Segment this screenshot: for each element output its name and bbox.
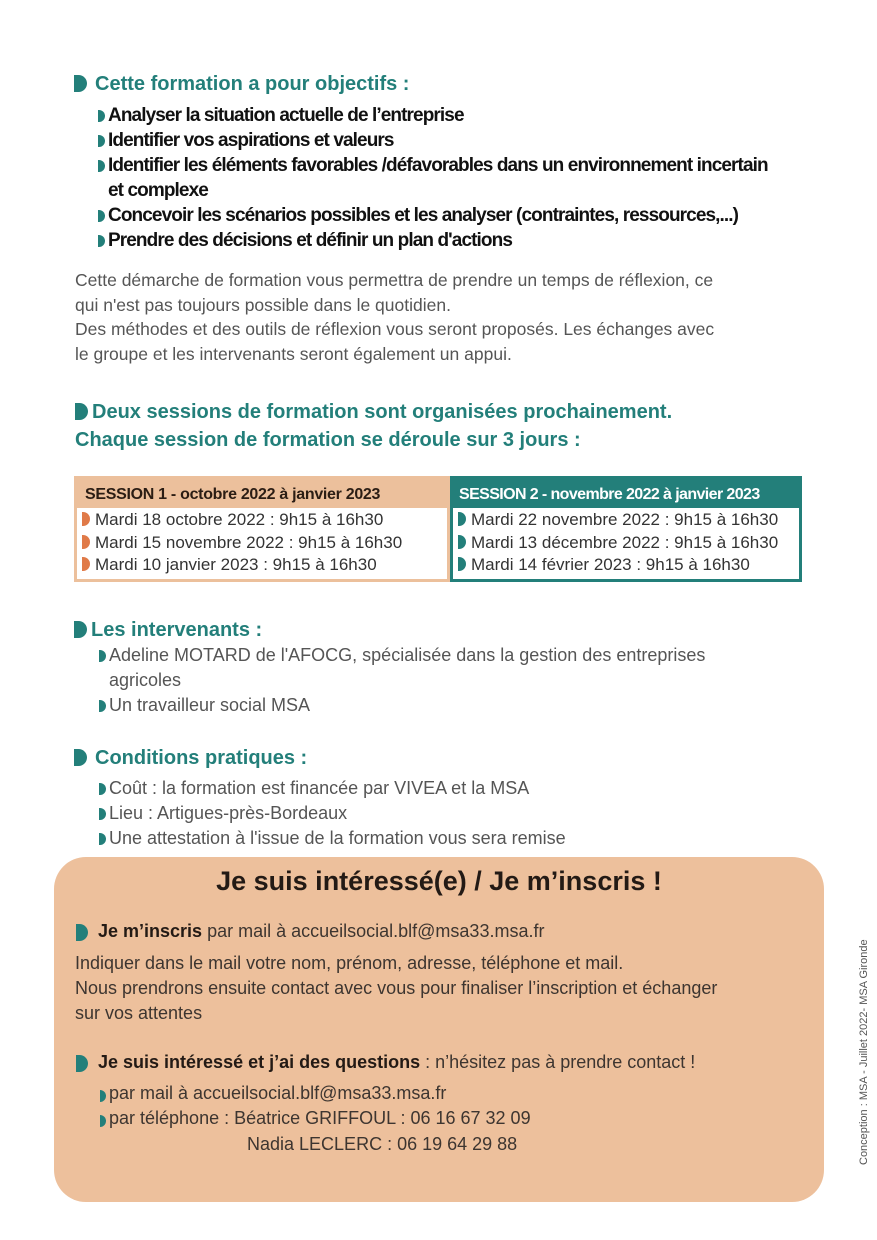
objective-text: Identifier les éléments favorables /défavorables dans un environnement incertain — [108, 155, 768, 176]
sessions-heading-line: Chaque session de formation se déroule sur 3 jours : — [75, 429, 581, 451]
contact-mail — [100, 1081, 446, 1106]
register-details — [75, 951, 717, 1026]
bullet-icon — [99, 783, 106, 795]
speaker-text: agricoles — [109, 670, 182, 690]
objective-text: Prendre des décisions et définir un plan d'actions — [108, 230, 513, 251]
intro-line: qui n'est pas toujours possible dans le quotidien. — [75, 294, 451, 315]
objectives-list — [98, 103, 768, 253]
bullet-icon — [98, 235, 105, 247]
session-2-title: SESSION 2 - novembre 2022 à janvier 2023 — [453, 479, 799, 508]
register-line — [76, 919, 544, 944]
questions-line — [76, 1050, 695, 1075]
speaker-text: Adeline MOTARD de l'AFOCG, spécialisée dans la gestion des entreprises — [109, 645, 706, 665]
list-item — [99, 776, 566, 801]
session-date-row — [82, 509, 447, 532]
speakers-title: Les intervenants : — [91, 619, 263, 641]
session-date: Mardi 15 novembre 2022 : 9h15 à 16h30 — [95, 532, 403, 552]
session-date: Mardi 13 décembre 2022 : 9h15 à 16h30 — [471, 532, 779, 552]
section-bullet-icon — [75, 403, 88, 420]
section-bullet-icon — [74, 749, 87, 766]
list-item — [99, 643, 705, 668]
signup-title: Je suis intéressé(e) / Je m’inscris ! — [216, 866, 662, 896]
bullet-icon — [99, 650, 106, 662]
session-date: Mardi 14 février 2023 : 9h15 à 16h30 — [471, 555, 750, 574]
section-bullet-icon — [76, 1055, 88, 1072]
bullet-icon — [98, 110, 105, 122]
conditions-title: Conditions pratiques : — [95, 747, 308, 769]
questions-text: : n’hésitez pas à prendre contact ! — [420, 1052, 696, 1072]
intro-line: le groupe et les intervenants seront également un appui. — [75, 343, 512, 364]
sessions-heading — [75, 398, 672, 454]
contact-phone — [100, 1106, 531, 1131]
section-bullet-icon — [74, 621, 87, 638]
section-bullet-icon — [76, 924, 88, 941]
session-date: Mardi 22 novembre 2022 : 9h15 à 16h30 — [471, 510, 779, 529]
bullet-icon — [98, 160, 105, 172]
register-detail-line: Indiquer dans le mail votre nom, prénom, adresse, téléphone et mail. — [75, 953, 624, 973]
bullet-icon — [100, 1090, 106, 1102]
intro-line: Cette démarche de formation vous permettra de prendre un temps de réflexion, ce — [75, 270, 714, 290]
condition-text: Une attestation à l'issue de la formation vous sera remise — [109, 828, 566, 848]
intro-paragraph — [75, 268, 714, 366]
bullet-icon — [82, 512, 90, 526]
contact-mail-text[interactable]: par mail à accueilsocial.blf@msa33.msa.fr — [109, 1083, 447, 1103]
objectives-title: Cette formation a pour objectifs : — [95, 73, 410, 95]
register-bold: Je m’inscris — [98, 921, 203, 941]
objective-text: et complexe — [108, 180, 208, 201]
condition-text: Coût : la formation est financée par VIVEA et la MSA — [109, 778, 530, 798]
conditions-list — [99, 776, 566, 851]
bullet-icon — [82, 535, 90, 549]
objective-text: Analyser la situation actuelle de l’entreprise — [108, 105, 464, 126]
bullet-icon — [99, 833, 106, 845]
speakers-heading — [74, 618, 262, 642]
bullet-icon — [458, 512, 466, 526]
list-item — [98, 203, 768, 228]
speaker-text: Un travailleur social MSA — [109, 695, 311, 715]
section-bullet-icon — [74, 75, 87, 92]
session-date: Mardi 10 janvier 2023 : 9h15 à 16h30 — [95, 555, 377, 574]
list-item — [98, 128, 768, 153]
list-item — [98, 153, 768, 178]
session-date-row — [82, 554, 447, 577]
session-date-row — [458, 509, 799, 532]
session-date-row — [458, 554, 799, 577]
bullet-icon — [98, 210, 105, 222]
session-date-row — [82, 532, 447, 555]
sessions-heading-line: Deux sessions de formation sont organisées prochainement. — [92, 401, 673, 423]
list-item — [98, 228, 768, 253]
list-item — [98, 103, 768, 128]
session-1-card — [74, 476, 450, 582]
bullet-icon — [458, 535, 466, 549]
objective-text: Identifier vos aspirations et valeurs — [108, 130, 394, 151]
list-item — [99, 826, 566, 851]
objective-text: Concevoir les scénarios possibles et les analyser (contraintes, ressources,...) — [108, 205, 739, 226]
list-item — [99, 693, 705, 718]
list-item-continuation — [98, 178, 768, 203]
credit-text: Conception : MSA - Juillet 2022- MSA Gironde — [858, 939, 870, 1165]
conditions-heading — [74, 746, 307, 770]
bullet-icon — [99, 700, 106, 712]
list-item — [99, 801, 566, 826]
objectives-heading — [74, 72, 409, 96]
register-email-text[interactable]: par mail à accueilsocial.blf@msa33.msa.fr — [202, 921, 545, 941]
intro-line: Des méthodes et des outils de réflexion vous seront proposés. Les échanges avec — [75, 319, 715, 339]
bullet-icon — [82, 557, 90, 571]
questions-bold: Je suis intéressé et j’ai des questions — [98, 1052, 421, 1072]
register-detail-line: sur vos attentes — [75, 1003, 203, 1023]
contact-phone-text: par téléphone : Béatrice GRIFFOUL : 06 16 67 32 09 — [109, 1108, 531, 1128]
bullet-icon — [99, 808, 106, 820]
list-item-continuation — [99, 668, 705, 693]
session-date: Mardi 18 octobre 2022 : 9h15 à 16h30 — [95, 510, 384, 529]
bullet-icon — [458, 557, 466, 571]
register-detail-line: Nous prendrons ensuite contact avec vous pour finaliser l’inscription et échanger — [75, 978, 718, 998]
bullet-icon — [100, 1115, 106, 1127]
session-1-title: SESSION 1 - octobre 2022 à janvier 2023 — [77, 479, 447, 508]
contact-phone-2-text: Nadia LECLERC : 06 19 64 29 88 — [247, 1134, 518, 1154]
speakers-list — [99, 643, 705, 718]
session-date-row — [458, 532, 799, 555]
bullet-icon — [98, 135, 105, 147]
session-2-card — [450, 476, 802, 582]
condition-text: Lieu : Artigues-près-Bordeaux — [109, 803, 348, 823]
